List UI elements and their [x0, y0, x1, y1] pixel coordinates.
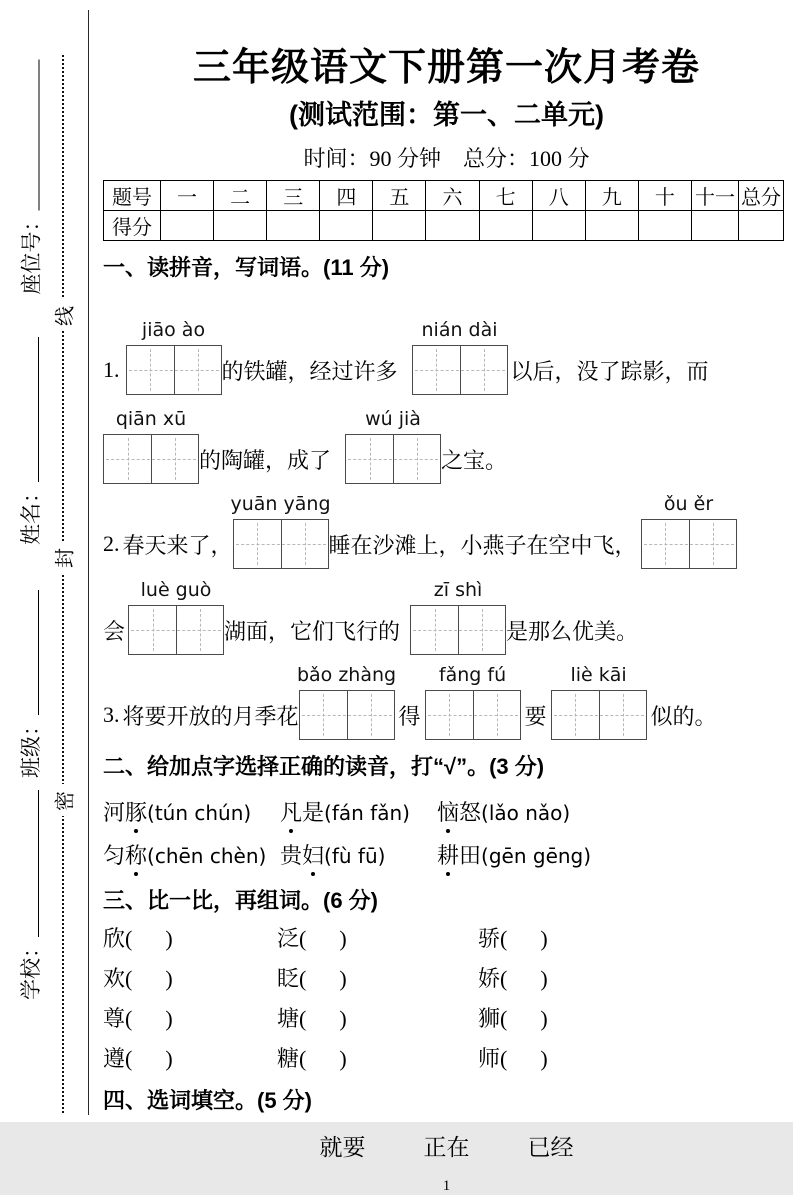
score-col-7: 七	[479, 181, 532, 211]
writing-cell[interactable]	[174, 346, 221, 394]
compare-char: 狮	[478, 1006, 501, 1031]
score-cell[interactable]	[161, 211, 214, 241]
word-pinyin-item	[280, 839, 437, 870]
writing-cell[interactable]	[552, 691, 599, 739]
sentence-text: 要	[524, 703, 547, 729]
section1-line4	[103, 579, 790, 655]
section3-row1	[103, 922, 790, 953]
sentence-text: 之宝。	[441, 447, 508, 473]
sentence-text: 似的。	[650, 703, 717, 729]
answer-blank[interactable]: ( )	[299, 966, 347, 991]
word-char: 怒	[459, 800, 482, 825]
section1-heading: 一、读拼音，写词语。(11 分)	[103, 255, 390, 280]
pinyin-label: wú jià	[365, 408, 421, 430]
writing-box[interactable]	[345, 408, 441, 484]
answer-blank[interactable]: ( )	[500, 966, 548, 991]
section2-heading: 二、给加点字选择正确的读音，打“√”。(3 分)	[103, 754, 545, 779]
name-blank[interactable]	[38, 337, 39, 482]
pinyin-label: bǎo zhàng	[296, 664, 397, 686]
compare-char: 师	[478, 1046, 501, 1071]
score-col-3: 三	[267, 181, 320, 211]
score-cell[interactable]	[373, 211, 426, 241]
writing-cell[interactable]	[642, 520, 689, 568]
compare-word-item	[277, 1002, 478, 1033]
sidebar-field-seat-number	[17, 60, 45, 295]
dotted-char: 凡	[280, 796, 302, 827]
score-cell[interactable]	[479, 211, 532, 241]
sentence-text: 的铁罐，经过许多	[221, 358, 398, 384]
word-bank	[103, 1129, 790, 1162]
pinyin-options[interactable]: (gēn gēng)	[481, 844, 592, 868]
section1-line1	[103, 319, 790, 395]
dotted-char: 称	[125, 839, 147, 870]
writing-box[interactable]	[296, 664, 397, 740]
seal-char-xian: 线	[49, 299, 78, 331]
writing-cell[interactable]	[458, 606, 505, 654]
score-cell[interactable]	[320, 211, 373, 241]
answer-blank[interactable]: ( )	[125, 926, 173, 951]
writing-box[interactable]	[412, 319, 508, 395]
compare-char: 骄	[478, 926, 501, 951]
compare-char: 塘	[277, 1006, 300, 1031]
compare-char: 糖	[277, 1046, 300, 1071]
time-score-meta: 时间：90 分钟 总分：100 分	[303, 146, 590, 171]
score-table-corner: 题号	[104, 181, 161, 211]
writing-box[interactable]	[425, 664, 521, 740]
sentence-text: 将要开放的月季花	[122, 703, 299, 729]
writing-cell[interactable]	[460, 346, 507, 394]
dotted-char: 妇	[302, 839, 324, 870]
compare-word-item	[478, 962, 790, 993]
pinyin-label: nián dài	[421, 319, 498, 341]
section3-row3	[103, 1002, 790, 1033]
section1-line3	[103, 493, 790, 569]
writing-cell[interactable]	[599, 691, 646, 739]
writing-cell[interactable]	[104, 435, 151, 483]
section2-row2	[103, 839, 790, 870]
writing-cell[interactable]	[411, 606, 458, 654]
page-title: 三年级语文下册第一次月考卷	[192, 47, 700, 89]
main-content	[103, 0, 790, 1195]
seat-number-label: 座位号：	[19, 210, 44, 295]
answer-blank[interactable]: ( )	[125, 1046, 173, 1071]
dotted-char: 恼	[437, 796, 459, 827]
seat-number-blank[interactable]	[39, 60, 40, 211]
pinyin-options[interactable]: (fù fū)	[324, 844, 386, 868]
sidebar-field-class	[16, 590, 44, 778]
writing-box[interactable]	[551, 664, 647, 740]
writing-cell[interactable]	[127, 346, 174, 394]
compare-char: 眨	[277, 966, 300, 991]
section1-line2	[103, 408, 790, 484]
word-pinyin-item	[437, 839, 790, 870]
writing-cell[interactable]	[281, 520, 328, 568]
sidebar-field-name	[16, 337, 44, 545]
pinyin-label: yuān yāng	[230, 493, 331, 515]
word-pinyin-item	[280, 796, 437, 827]
writing-cell[interactable]	[129, 606, 176, 654]
pinyin-label: qiān xū	[115, 408, 187, 430]
pinyin-options[interactable]: (chēn chèn)	[147, 844, 267, 868]
score-row-label: 得分	[104, 211, 161, 241]
sentence-text: 会	[103, 618, 126, 644]
compare-word-item	[277, 962, 478, 993]
compare-word-item	[103, 1002, 277, 1033]
word-pinyin-item	[103, 796, 280, 827]
dotted-char: 豚	[125, 796, 147, 827]
class-blank[interactable]	[38, 590, 39, 715]
compare-word-item	[277, 1042, 478, 1073]
word-pinyin-item	[103, 839, 280, 870]
score-table-header-row	[104, 181, 784, 211]
writing-cell[interactable]	[346, 435, 393, 483]
compare-word-item	[103, 922, 277, 953]
word-bank-item: 已经	[527, 1135, 574, 1160]
school-label: 学校：	[19, 937, 43, 1000]
score-cell[interactable]	[214, 211, 267, 241]
word-char: 匀	[103, 843, 126, 868]
score-cell[interactable]	[585, 211, 638, 241]
seal-char-mi: 密	[49, 784, 78, 816]
word-bank-item: 就要	[319, 1135, 366, 1160]
score-col-6: 六	[426, 181, 479, 211]
sentence-text: 春天来了，	[122, 532, 233, 558]
score-table	[103, 180, 784, 241]
writing-cell[interactable]	[176, 606, 223, 654]
word-char: 田	[459, 843, 482, 868]
pinyin-label: liè kāi	[570, 664, 627, 686]
sentence-text: 湖面，它们飞行的	[224, 618, 401, 644]
score-col-5: 五	[373, 181, 426, 211]
score-col-11: 十一	[692, 181, 739, 211]
pinyin-options[interactable]: (tún chún)	[147, 801, 252, 825]
dotted-char: 耕	[437, 839, 459, 870]
writing-box[interactable]	[230, 493, 331, 569]
word-char: 是	[302, 800, 325, 825]
section2-row1	[103, 796, 790, 827]
writing-cell[interactable]	[151, 435, 198, 483]
word-bank-item: 正在	[423, 1135, 470, 1160]
page-number: 1	[442, 1178, 451, 1194]
compare-word-item	[277, 922, 478, 953]
compare-word-item	[478, 922, 790, 953]
pinyin-options[interactable]: (fán fǎn)	[324, 801, 410, 825]
item-number: 3.	[103, 702, 120, 727]
writing-cell[interactable]	[426, 691, 473, 739]
writing-cell[interactable]	[234, 520, 281, 568]
score-col-9: 九	[585, 181, 638, 211]
pinyin-label: zī shì	[433, 579, 483, 601]
compare-char: 欣	[103, 926, 126, 951]
compare-word-item	[478, 1042, 790, 1073]
writing-box[interactable]	[103, 408, 199, 484]
score-cell[interactable]	[532, 211, 585, 241]
score-cell[interactable]	[267, 211, 320, 241]
writing-box[interactable]	[410, 579, 506, 655]
answer-blank[interactable]: ( )	[500, 1006, 548, 1031]
compare-char: 尊	[103, 1006, 126, 1031]
sentence-text: 的陶罐，成了	[199, 447, 332, 473]
writing-cell[interactable]	[689, 520, 736, 568]
score-col-1: 一	[161, 181, 214, 211]
sentence-text: 睡在沙滩上，小燕子在空中飞，	[328, 532, 637, 558]
item-number: 1.	[103, 357, 120, 382]
writing-box[interactable]	[126, 319, 222, 395]
class-label: 班级：	[19, 715, 43, 778]
score-col-4: 四	[320, 181, 373, 211]
writing-cell[interactable]	[473, 691, 520, 739]
word-char: 贵	[280, 843, 303, 868]
school-blank[interactable]	[38, 790, 39, 937]
answer-blank[interactable]: ( )	[299, 1046, 347, 1071]
compare-char: 遵	[103, 1046, 126, 1071]
answer-blank[interactable]: ( )	[500, 1046, 548, 1071]
answer-blank[interactable]: ( )	[125, 966, 173, 991]
writing-cell[interactable]	[393, 435, 440, 483]
score-col-8: 八	[532, 181, 585, 211]
compare-char: 泛	[277, 926, 300, 951]
section3-row2	[103, 962, 790, 993]
seal-dotted-line	[62, 55, 64, 1113]
item-number: 2.	[103, 531, 120, 556]
sentence-text: 是那么优美。	[506, 618, 639, 644]
name-label: 姓名：	[19, 482, 43, 545]
pinyin-label: luè guò	[140, 579, 212, 601]
score-col-2: 二	[214, 181, 267, 211]
writing-cell[interactable]	[413, 346, 460, 394]
section3-heading: 三、比一比，再组词。(6 分)	[103, 888, 379, 913]
answer-blank[interactable]: ( )	[299, 926, 347, 951]
compare-word-item	[103, 962, 277, 993]
pinyin-options[interactable]: (lǎo nǎo)	[481, 801, 571, 825]
sidebar-vertical-rule	[88, 10, 89, 1115]
page-subtitle: (测试范围：第一、二单元)	[289, 100, 604, 130]
score-cell[interactable]	[739, 211, 784, 241]
score-cell[interactable]	[692, 211, 739, 241]
answer-blank[interactable]: ( )	[125, 1006, 173, 1031]
writing-cell[interactable]	[347, 691, 394, 739]
answer-blank[interactable]: ( )	[299, 1006, 347, 1031]
compare-char: 欢	[103, 966, 126, 991]
pinyin-label: ǒu ěr	[663, 493, 714, 515]
score-cell[interactable]	[638, 211, 691, 241]
writing-box[interactable]	[128, 579, 224, 655]
compare-char: 娇	[478, 966, 501, 991]
seal-char-feng: 封	[49, 541, 78, 573]
score-col-10: 十	[638, 181, 691, 211]
writing-box[interactable]	[641, 493, 737, 569]
sentence-text: 以后，没了踪影，而	[510, 358, 709, 384]
score-col-total: 总分	[739, 181, 784, 211]
word-pinyin-item	[437, 796, 790, 827]
word-char: 河	[103, 800, 126, 825]
score-cell[interactable]	[426, 211, 479, 241]
sentence-text: 得	[398, 703, 421, 729]
score-table-score-row	[104, 211, 784, 241]
sidebar-field-school	[16, 790, 44, 1000]
section1-line5	[103, 664, 790, 740]
section4-heading: 四、选词填空。(5 分)	[103, 1088, 313, 1113]
writing-cell[interactable]	[300, 691, 347, 739]
compare-word-item	[103, 1042, 277, 1073]
pinyin-label: jiāo ào	[141, 319, 206, 341]
section3-row4	[103, 1042, 790, 1073]
pinyin-label: fǎng fú	[438, 664, 507, 686]
compare-word-item	[478, 1002, 790, 1033]
answer-blank[interactable]: ( )	[500, 926, 548, 951]
